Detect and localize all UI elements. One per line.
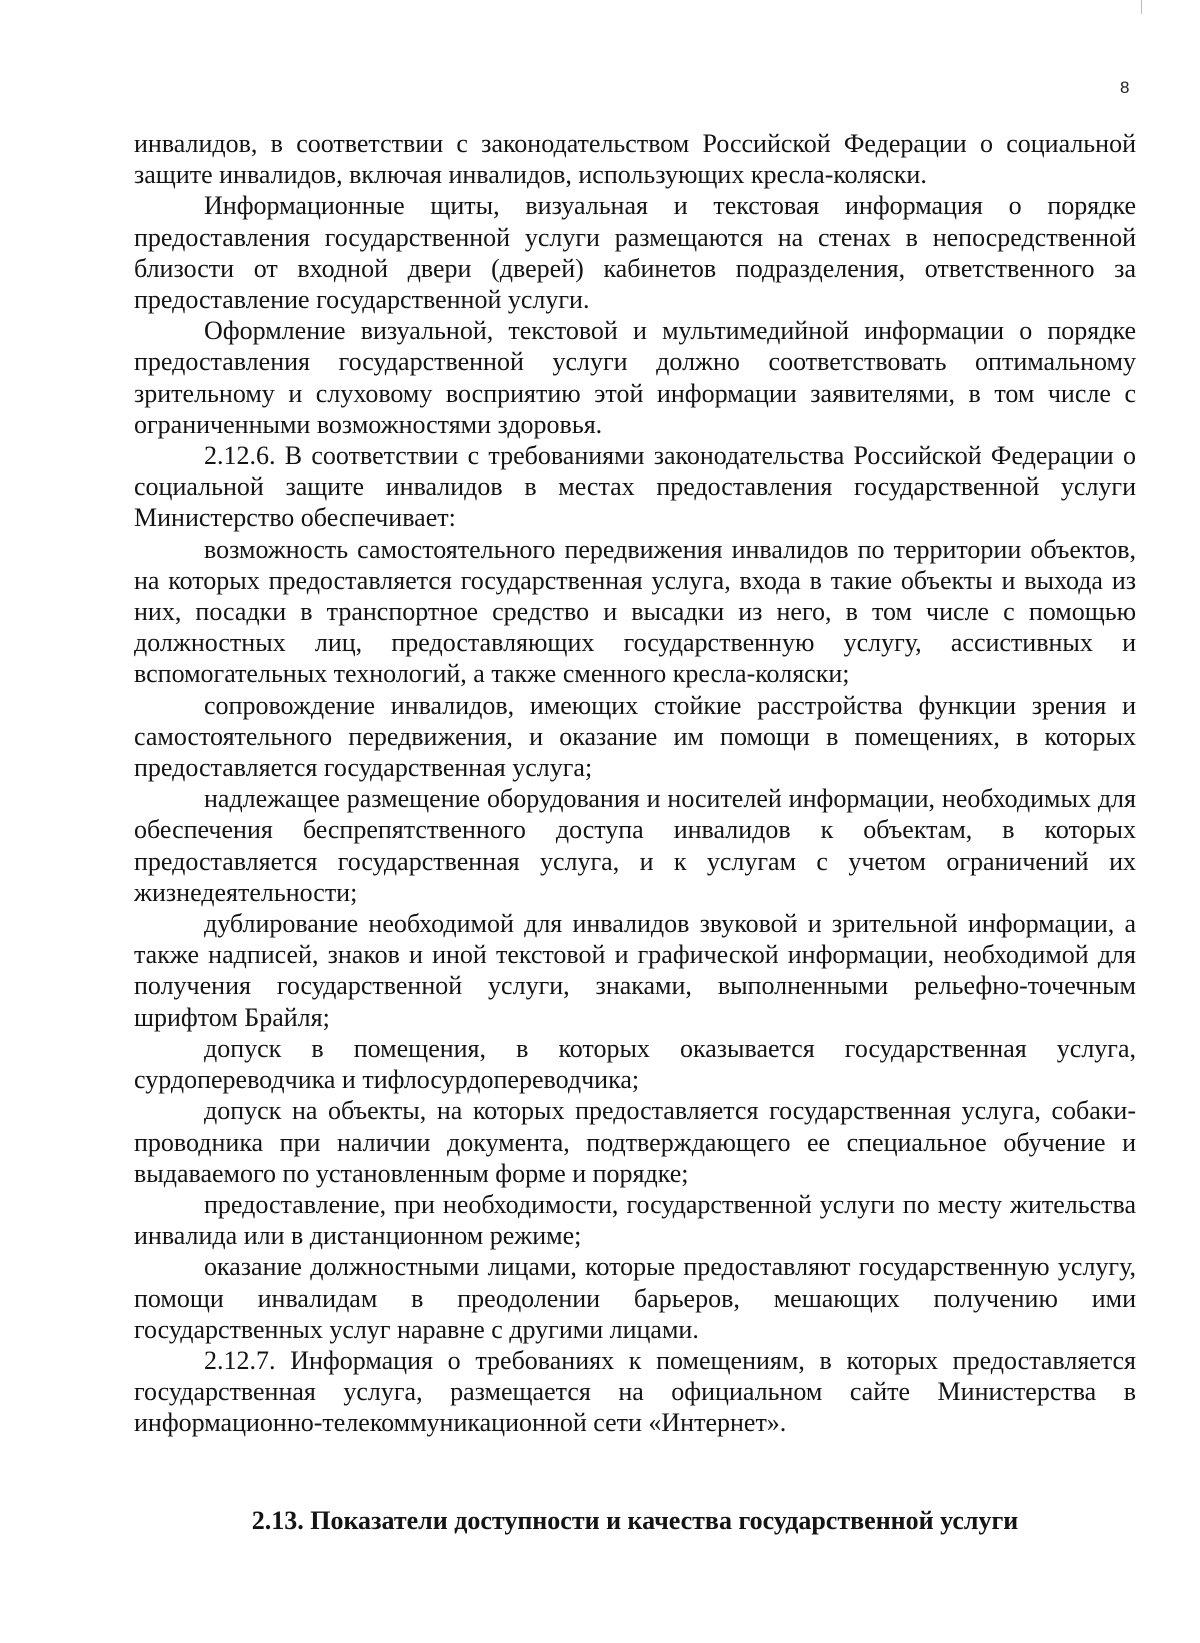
list-item-braille: дублирование необходимой для инвалидов звуковой и зрительной информации, а также надписей, знаков и иной текстовой и графической информации, необходимой для получения государственной услуги, знаками, выполненными рельефно-точечным шрифтом Брайля; <box>134 909 1136 1032</box>
section-heading: 2.13. Показатели доступности и качества государственной услуги <box>251 1506 1019 1535</box>
paragraph-continuation: инвалидов, в соответствии с законодательством Российской Федерации о социальной защите инвалидов, включая инвалидов, использующих кресла-коляски. <box>134 129 1136 190</box>
list-item-guide-dog: допуск на объекты, на которых предоставляется государственная услуга, собаки-проводника при наличии документа, подтверждающего ее специальное обучение и выдаваемого по установленным форме и порядке; <box>134 1096 1136 1188</box>
clause-2-12-7: 2.12.7. Информация о требованиях к помещениям, в которых предоставляется государственная услуга, размещается на официальном сайте Министерства в информационно-телекоммуникационной сети «Интернет». <box>134 1345 1136 1438</box>
clause-2-12-6: 2.12.6. В соответствии с требованиями законодательства Российской Федерации о социальной защите инвалидов в местах предоставления государственной услуги Министерство обеспечивает: <box>134 441 1136 533</box>
page-number: 8 <box>1120 78 1130 97</box>
list-item-staff-assistance: оказание должностными лицами, которые предоставляют государственную услугу, помощи инвалидам в преодолении барьеров, мешающих получению ими государственных услуг наравне с другими лицами. <box>134 1252 1136 1344</box>
document-body <box>134 128 1136 1439</box>
list-item-equipment: надлежащее размещение оборудования и носителей информации, необходимых для обеспечения беспрепятственного доступа инвалидов к объектам, в которых предоставляется государственная услуга, и к услугам с учетом ограничений их жизнедеятельности; <box>134 784 1136 907</box>
list-item-escort: сопровождение инвалидов, имеющих стойкие расстройства функции зрения и самостоятельного передвижения, и оказание им помощи в помещениях, в которых предоставляется государственная услуга; <box>134 690 1136 783</box>
scan-edge-mark <box>1141 0 1142 14</box>
list-item-remote-service: предоставление, при необходимости, государственной услуги по месту жительства инвалида или в дистанционном режиме; <box>134 1189 1136 1251</box>
list-item-interpreter: допуск в помещения, в которых оказывается государственная услуга, сурдопереводчика и тифлосурдопереводчика; <box>134 1033 1136 1095</box>
paragraph-info-boards: Информационные щиты, визуальная и текстовая информация о порядке предоставления государственной услуги размещаются на стенах в непосредственной близости от входной двери (дверей) кабинетов подразделения, ответственного за предоставление государственной услуги. <box>134 191 1136 315</box>
paragraph-multimedia-info: Оформление визуальной, текстовой и мультимедийной информации о порядке предоставления государственной услуги должно соответствовать оптимальному зрительному и слуховому восприятию этой информации заявителями, в том числе с ограниченными возможностями здоровья. <box>134 316 1136 439</box>
list-item-mobility: возможность самостоятельного передвижения инвалидов по территории объектов, на которых предоставляется государственная услуга, входа в такие объекты и выхода из них, посадки в транспортное средство и высадки из него, в том числе с помощью должностных лиц, предоставляющих государственную услугу, ассистивных и вспомогательных технологий, а также сменного кресла-коляски; <box>134 534 1136 689</box>
